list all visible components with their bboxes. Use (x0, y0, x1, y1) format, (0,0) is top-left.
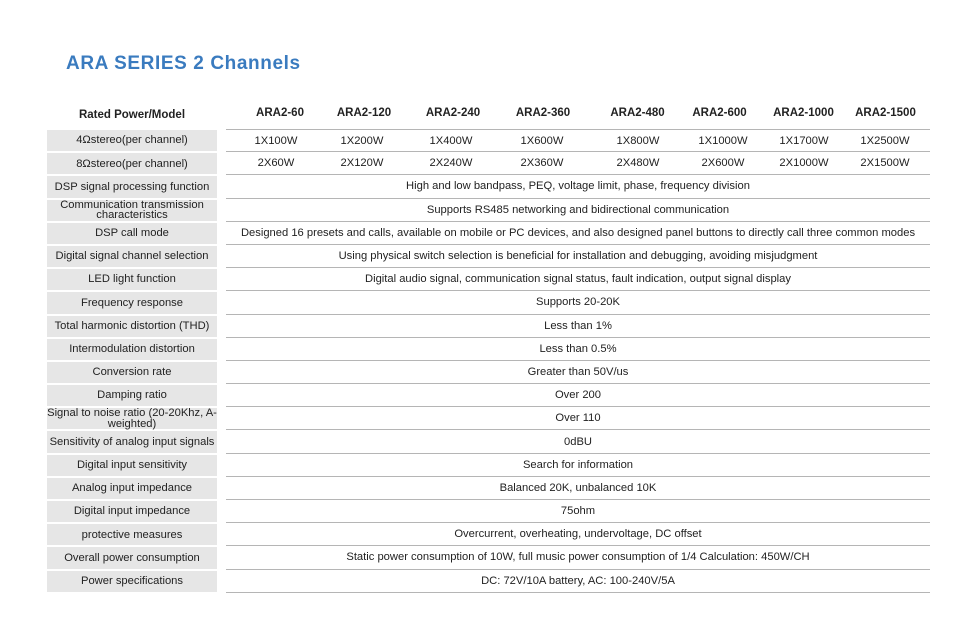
value-span: Supports 20-20K (536, 296, 620, 309)
row-label-text: DSP signal processing function (54, 180, 210, 193)
row-values (226, 430, 930, 453)
row-label-text: Communication transmission characteristics (60, 198, 204, 222)
row-label (47, 200, 217, 221)
row-label (47, 130, 217, 151)
value-span: Less than 1% (544, 319, 612, 332)
value-span: Less than 0.5% (539, 342, 617, 355)
value-cell: 1X1000W (698, 134, 748, 147)
table-row (47, 268, 930, 291)
row-label-text: Digital signal channel selection (55, 250, 209, 263)
model-header-ara2-120: ARA2-120 (336, 107, 392, 119)
table-row (47, 291, 930, 314)
spec-table (47, 129, 930, 593)
row-label (47, 385, 217, 406)
row-label (47, 408, 217, 429)
row-label (47, 269, 217, 290)
model-header-ara2-60: ARA2-60 (256, 107, 304, 119)
table-row (47, 152, 930, 175)
table-row (47, 361, 930, 384)
page-title: ARA SERIES 2 Channels (66, 53, 301, 74)
row-label (47, 292, 217, 313)
row-label-text: Overall power consumption (64, 551, 200, 564)
model-header-ara2-360: ARA2-360 (515, 107, 571, 119)
header-label: Rated Power/Model (78, 109, 186, 121)
value-cell: 1X1700W (779, 134, 829, 147)
table-row (47, 546, 930, 569)
row-label-text: Conversion rate (92, 366, 172, 379)
row-label-text: LED light function (88, 273, 176, 286)
table-row (47, 129, 930, 152)
row-label-text: Digital input impedance (73, 505, 191, 518)
row-label (47, 455, 217, 476)
row-label (47, 246, 217, 267)
row-label (47, 153, 217, 174)
row-label (47, 524, 217, 545)
value-span: Greater than 50V/us (527, 365, 629, 378)
table-row (47, 523, 930, 546)
model-header-ara2-480: ARA2-480 (610, 107, 665, 119)
row-values (226, 245, 930, 268)
row-values (226, 152, 930, 175)
table-row (47, 384, 930, 407)
row-label-text: Frequency response (81, 296, 183, 309)
table-row (47, 454, 930, 477)
row-label-text: Analog input impedance (71, 482, 193, 495)
value-cell: 1X800W (616, 134, 660, 147)
value-cell: 2X240W (429, 157, 473, 170)
row-values (226, 407, 930, 430)
row-values (226, 523, 930, 546)
row-label (47, 571, 217, 592)
row-values (226, 315, 930, 338)
value-span: 75ohm (560, 505, 596, 518)
row-label (47, 316, 217, 337)
value-span: Supports RS485 networking and bidirectional communication (426, 203, 730, 216)
row-label (47, 223, 217, 244)
value-cell: 1X400W (429, 134, 473, 147)
table-row (47, 570, 930, 593)
value-cell: 2X120W (340, 157, 384, 170)
value-span: Balanced 20K, unbalanced 10K (499, 481, 657, 494)
value-cell: 2X60W (257, 157, 295, 170)
table-row (47, 222, 930, 245)
table-row (47, 199, 930, 222)
table-row (47, 245, 930, 268)
row-label-text: Digital input sensitivity (76, 458, 188, 471)
row-values (226, 129, 930, 152)
row-label (47, 339, 217, 360)
row-values (226, 361, 930, 384)
row-values (226, 454, 930, 477)
row-label (47, 176, 217, 197)
value-span: Static power consumption of 10W, full music power consumption of 1/4 Calculation: 450W/CH (346, 551, 810, 564)
row-label-text: 4Ωstereo(per channel) (76, 134, 188, 147)
row-values (226, 175, 930, 198)
row-label-text: Damping ratio (97, 389, 167, 402)
model-header-ara2-240: ARA2-240 (425, 107, 481, 119)
value-cell: 1X600W (520, 134, 564, 147)
table-row (47, 338, 930, 361)
value-span: Designed 16 presets and calls, available on mobile or PC devices, and also designed panel buttons to directly call three common modes (240, 226, 916, 239)
value-cell: 1X200W (340, 134, 384, 147)
row-values (226, 477, 930, 500)
value-span: Over 200 (554, 389, 602, 402)
value-span: DC: 72V/10A battery, AC: 100-240V/5A (481, 574, 675, 587)
value-cell: 2X600W (701, 157, 745, 170)
row-values (226, 291, 930, 314)
value-cell: 2X480W (616, 157, 660, 170)
row-values (226, 268, 930, 291)
table-row (47, 407, 930, 430)
value-span: Using physical switch selection is beneficial for installation and debugging, avoiding misjudgment (338, 250, 818, 263)
value-span: Overcurrent, overheating, undervoltage, DC offset (454, 528, 702, 541)
table-row (47, 500, 930, 523)
row-label-text: DSP call mode (95, 227, 169, 240)
row-values (226, 546, 930, 569)
value-span: 0dBU (564, 435, 592, 448)
value-cell: 2X360W (520, 157, 564, 170)
table-header (47, 103, 930, 128)
value-cell: 2X1500W (860, 157, 910, 170)
row-label (47, 362, 217, 383)
value-cell: 2X1000W (779, 157, 829, 170)
value-span: Over 110 (555, 412, 601, 425)
row-values (226, 384, 930, 407)
row-label-text: 8Ωstereo(per channel) (76, 157, 188, 170)
row-label-text: Total harmonic distortion (THD) (54, 319, 210, 332)
table-row (47, 175, 930, 198)
row-label-text: Sensitivity of analog input signals (49, 435, 215, 448)
table-row (47, 430, 930, 453)
row-values (226, 199, 930, 222)
row-values (226, 570, 930, 593)
value-span: Search for information (522, 458, 634, 471)
row-values (226, 338, 930, 361)
model-header-ara2-600: ARA2-600 (692, 107, 747, 119)
row-label-text: Power specifications (81, 574, 183, 587)
row-values (226, 500, 930, 523)
row-label (47, 547, 217, 568)
row-label-text: protective measures (81, 528, 183, 541)
model-header-ara2-1500: ARA2-1500 (855, 107, 916, 119)
row-label-text: Intermodulation distortion (69, 343, 195, 356)
value-cell: 1X100W (254, 134, 298, 147)
value-cell: 1X2500W (860, 134, 910, 147)
model-header-ara2-1000: ARA2-1000 (773, 107, 834, 119)
table-row (47, 477, 930, 500)
row-label (47, 431, 217, 452)
row-values (226, 222, 930, 245)
row-label (47, 501, 217, 522)
row-label (47, 478, 217, 499)
value-span: Digital audio signal, communication signal status, fault indication, output signal display (365, 273, 791, 286)
table-row (47, 315, 930, 338)
value-span: High and low bandpass, PEQ, voltage limit, phase, frequency division (406, 180, 750, 193)
row-label-text: Signal to noise ratio (20-20Khz, A-weighted) (47, 407, 217, 430)
